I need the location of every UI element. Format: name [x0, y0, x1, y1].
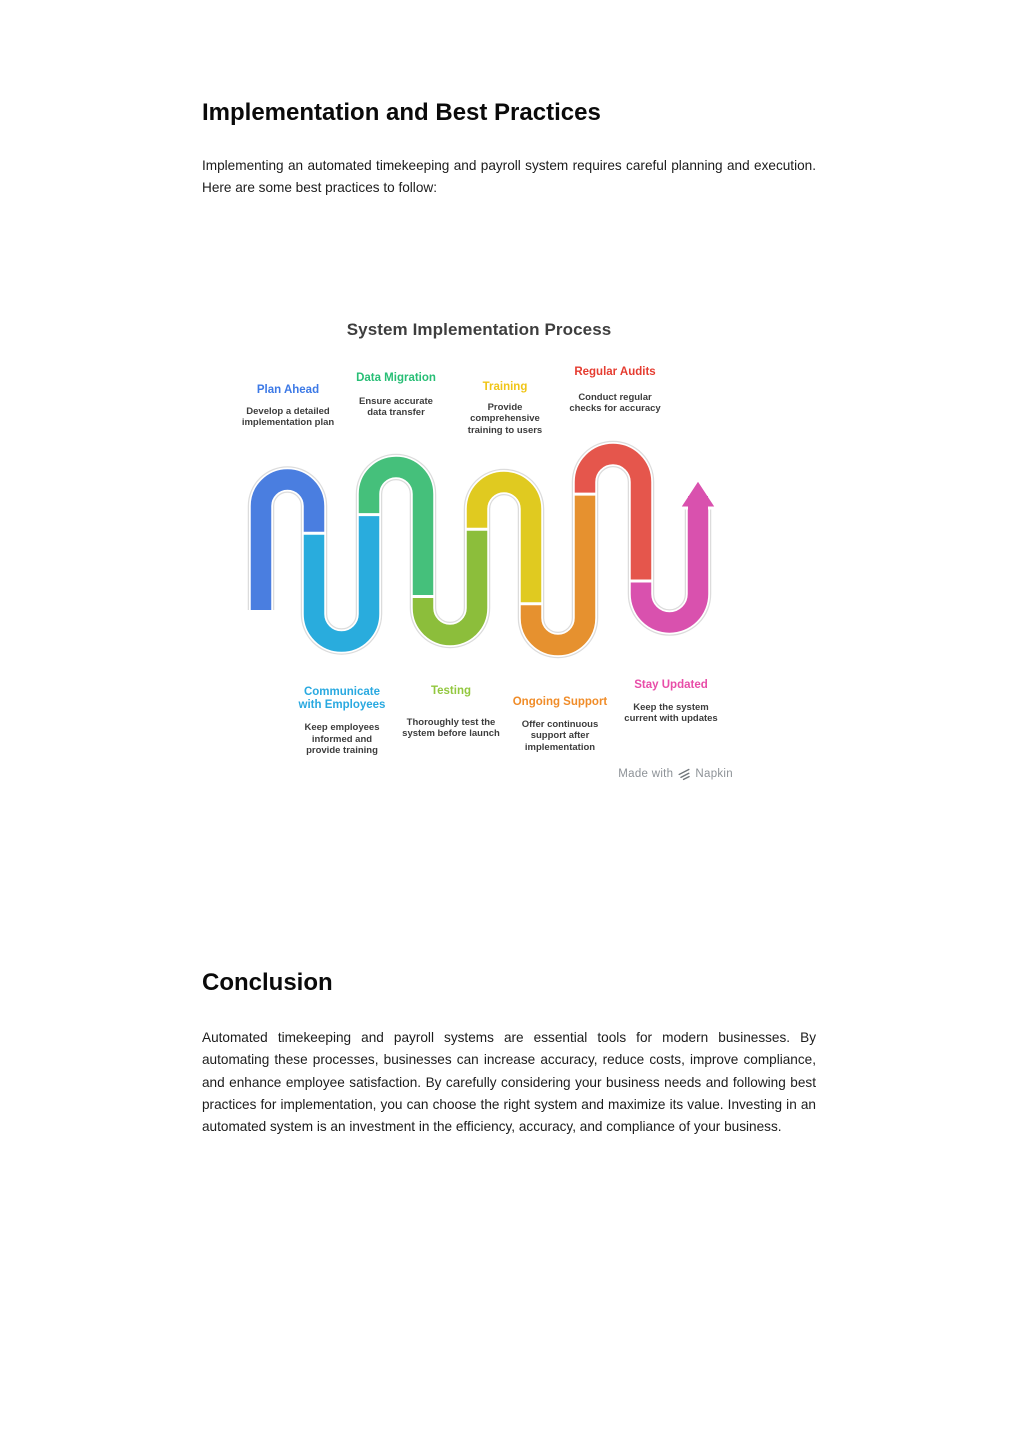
snake-segment-ongoing-support: [261, 454, 698, 645]
snake-outline-outer: [261, 454, 698, 645]
conclusion-paragraph: Automated timekeeping and payroll systems are essential tools for modern businesses. By automating these processes, businesses can increase accuracy, reduce costs, improve compliance, and enhance employee satisfaction. By carefully considering your business needs and following best practices for implementation, you can choose the right system and maximize its value. Investing in an automated system is an investment in the efficiency, accuracy, and compliance of your business.: [202, 1030, 816, 1135]
snake-reference: [261, 454, 698, 645]
implementation-heading: Implementation and Best Practices: [202, 99, 601, 126]
conclusion-heading: Conclusion: [202, 969, 333, 996]
step-description: Keep employees informed and provide training: [304, 722, 380, 756]
step-data-migration: [349, 372, 444, 419]
step-testing: [401, 685, 501, 740]
step-label: Stay Updated: [634, 679, 708, 691]
implementation-paragraph: Implementing an automated timekeeping and payroll system requires careful planning and execution. Here are some best practices to follow:: [202, 158, 816, 196]
step-label: Communicate with Employees: [298, 686, 386, 711]
step-label: Training: [482, 381, 528, 393]
step-description: Develop a detailed implementation plan: [241, 405, 335, 428]
step-label: Ongoing Support: [512, 696, 608, 708]
attribution-brand: Napkin: [695, 768, 733, 780]
step-description: Ensure accurate data transfer: [359, 395, 433, 418]
arrow-head: [679, 479, 717, 508]
snake-outline-white: [261, 454, 698, 645]
diagram-title: System Implementation Process: [346, 320, 612, 339]
step-training: [460, 381, 550, 436]
snake-segment-plan-ahead: [261, 454, 698, 645]
step-label: Regular Audits: [574, 366, 656, 378]
arrow-stem-joint: [688, 496, 708, 510]
snake-segment-regular-audits: [261, 454, 698, 645]
step-description: Keep the system current with updates: [624, 701, 718, 724]
napkin-logo-icon: [677, 767, 691, 781]
step-stay-updated: [618, 679, 724, 725]
step-label: Plan Ahead: [256, 384, 320, 396]
step-description: Provide comprehensive training to users: [467, 401, 543, 436]
snake-segment-data-migration: [261, 454, 698, 645]
step-description: Conduct regular checks for accuracy: [569, 391, 661, 414]
step-ongoing-support: [513, 696, 608, 753]
attribution-text: Made with: [618, 768, 674, 780]
step-regular-audits: [565, 366, 665, 415]
step-description: Offer continuous support after implementation: [521, 718, 599, 753]
snake-segment-communicate-with-employees: [261, 454, 698, 645]
snake-segment-stay-updated: [261, 454, 698, 645]
step-communicate-with-employees: [295, 686, 390, 757]
snake-segment-training: [261, 454, 698, 645]
napkin-attribution: [618, 767, 733, 781]
step-description: Thoroughly test the system before launch: [402, 716, 500, 739]
snake-segment-testing: [261, 454, 698, 645]
step-label: Data Migration: [356, 372, 436, 384]
step-label: Testing: [430, 685, 472, 697]
step-plan-ahead: [232, 384, 344, 429]
